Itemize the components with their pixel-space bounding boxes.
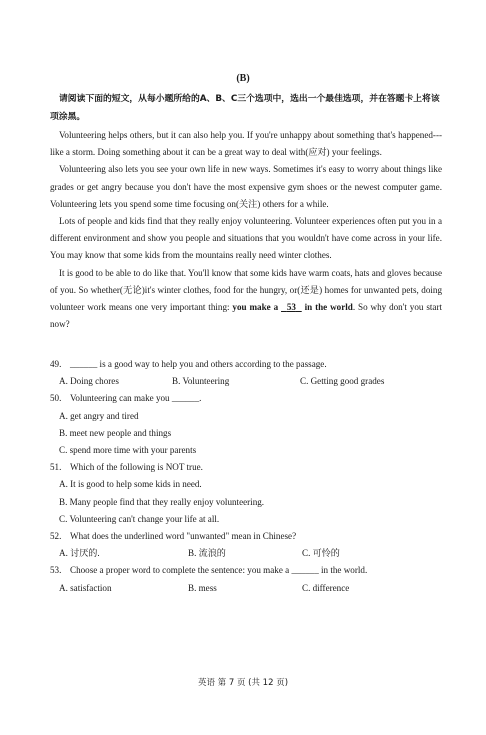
option-c[interactable]: C. 可怜的 (302, 548, 340, 559)
blank-53-number: 53 (286, 302, 296, 313)
blank-53 (281, 302, 302, 312)
question-stem (50, 459, 442, 476)
option-b[interactable]: B. mess (188, 582, 217, 593)
paragraph-4-bold-start: you make a (232, 302, 282, 313)
paragraph-4-text: It is good to be able to do like that. You'll know that some kids have warm coats, hats and gloves because of you. So whether(无论)it's winter clothes, food for the hungry, or(还是) homes for unwanted pets, doing volunteer work means one very important thing: (50, 267, 442, 313)
question-number: 51. (50, 462, 62, 473)
question-list (50, 356, 442, 597)
question-text: Which of the following is NOT true. (70, 462, 203, 473)
passage-paragraph-1: Volunteering helps others, but it can also help you. If you're unhappy about something that's happened---like a storm. Doing something about it can be a great way to deal with(应对) your feelings. (50, 130, 442, 158)
question-number: 49. (50, 359, 62, 369)
option-a[interactable]: A. 讨厌的. (59, 548, 100, 559)
question-number: 52. (50, 531, 62, 542)
option-c[interactable]: C. Getting good grades (300, 376, 385, 387)
options-row (50, 373, 442, 390)
option-c[interactable]: C. spend more time with your parents (59, 445, 197, 455)
option-a[interactable]: A. It is good to help some kids in need. (59, 479, 202, 490)
option-a[interactable]: A. Doing chores (59, 376, 119, 387)
question-51 (50, 459, 442, 528)
reading-passage (50, 127, 442, 333)
option-a[interactable]: A. get angry and tired (59, 410, 139, 421)
passage-paragraph-2: Volunteering also lets you see your own life in new ways. Sometimes it's easy to worry about things like grades or get angry because you don't have the most expensive gym shoes or the newest computer game. Volunteering lets you spend some time focusing on(关注) others for a while. (50, 164, 442, 209)
question-50 (50, 390, 442, 459)
paragraph-4-bold-end: in the world (301, 302, 353, 313)
question-53 (50, 562, 442, 596)
question-text: ______ is a good way to help you and others according to the passage. (70, 359, 327, 369)
question-stem (50, 562, 442, 579)
option-b[interactable]: B. meet new people and things (59, 427, 172, 438)
question-text: Choose a proper word to complete the sentence: you make a ______ in the world. (70, 565, 368, 576)
option-b[interactable]: B. 流浪的 (188, 548, 226, 559)
option-b[interactable]: B. Volunteering (172, 376, 230, 387)
option-b[interactable]: B. Many people find that they really enjoy volunteering. (59, 496, 265, 507)
option-a[interactable]: A. satisfaction (59, 582, 112, 593)
question-number: 50. (50, 393, 62, 404)
section-label: (B) (236, 73, 250, 84)
paragraph-4-end: . So why don't you start now? (50, 302, 442, 330)
question-stem (50, 356, 442, 373)
option-c[interactable]: C. Volunteering can't change your life at all. (59, 513, 220, 524)
instructions: 请阅读下面的短文，从每小题所给的A、B、C三个选项中，选出一个最佳选项，并在答题卡上将该项涂黑。 (50, 94, 440, 122)
question-stem (50, 528, 442, 545)
page-footer: 英语 第 7 页 (共 12 页) (197, 678, 289, 688)
question-stem (50, 390, 442, 407)
question-text: Volunteering can make you ______. (70, 393, 202, 404)
options-row (50, 580, 442, 597)
question-52 (50, 528, 442, 562)
question-49 (50, 356, 442, 390)
option-c[interactable]: C. difference (302, 582, 350, 593)
question-number: 53. (50, 565, 62, 576)
passage-paragraph-3: Lots of people and kids find that they really enjoy volunteering. Volunteer experiences often put you in a different environment and show you people and situations that you wouldn't have come across in your life. You may know that some kids from the mountains really need winter clothes. (50, 216, 442, 261)
passage-paragraph-4 (50, 265, 442, 334)
options-row (50, 545, 442, 562)
question-text: What does the underlined word "unwanted" mean in Chinese? (70, 531, 297, 542)
